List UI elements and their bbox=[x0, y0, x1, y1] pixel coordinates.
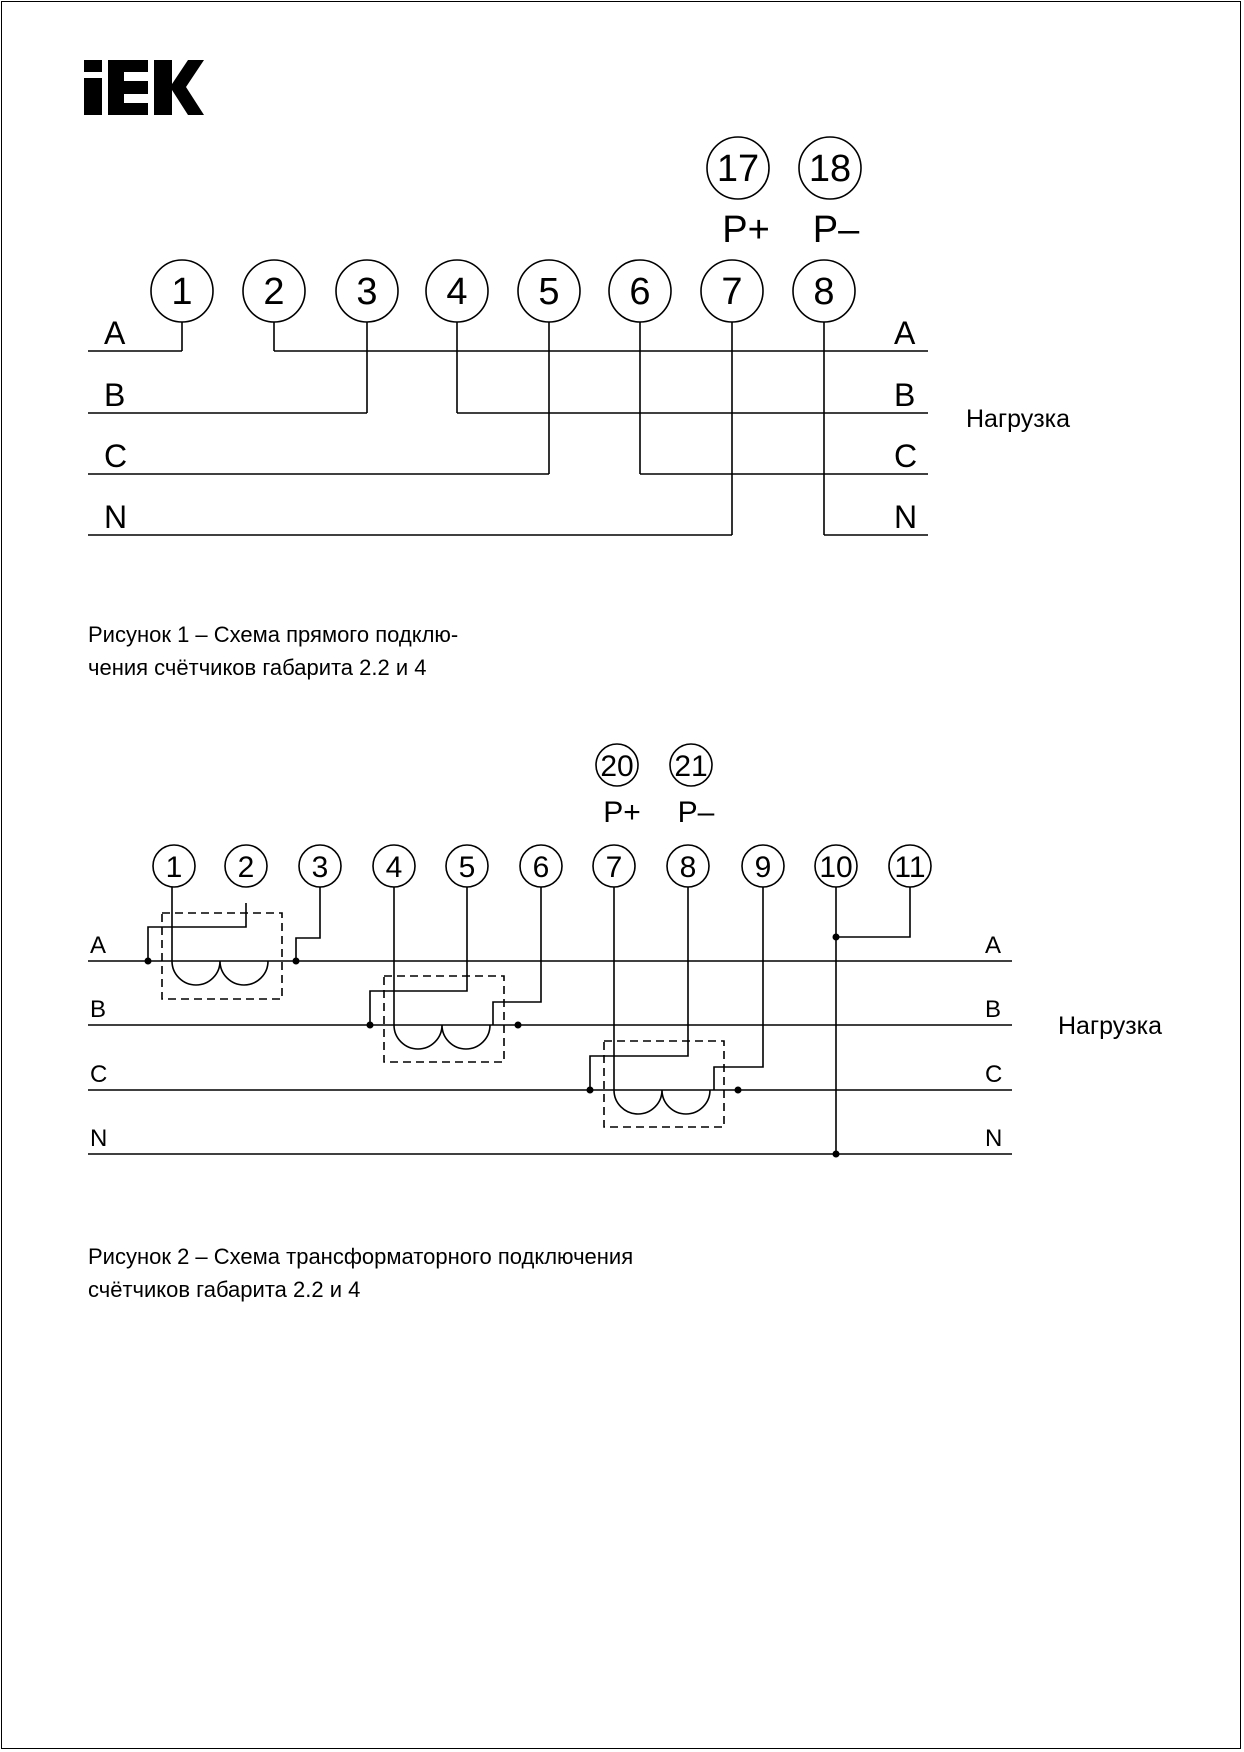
fig2-terminal-label: 5 bbox=[458, 851, 476, 884]
fig2-terminal-label: 9 bbox=[754, 851, 772, 884]
fig2-phase-right: B bbox=[985, 996, 1002, 1023]
fig2-phase-right: N bbox=[985, 1125, 1003, 1152]
fig2-aux-terminal-label: 21 bbox=[674, 750, 708, 783]
figure1-diagram bbox=[88, 316, 928, 535]
figure2-caption-line1: Рисунок 2 – Схема трансформаторного подключения bbox=[88, 1244, 634, 1269]
fig1-aux-terminal-label: 17 bbox=[716, 148, 760, 190]
figure1-caption-line2: чения счётчиков габарита 2.2 и 4 bbox=[88, 655, 427, 680]
fig2-terminal-label: 8 bbox=[679, 851, 697, 884]
fig1-phase-right: A bbox=[894, 315, 916, 351]
fig2-terminal-label: 6 bbox=[532, 851, 550, 884]
fig2-aux-terminal-label: 20 bbox=[600, 750, 634, 783]
fig2-terminal-label: 4 bbox=[385, 851, 403, 884]
fig1-load-label: Нагрузка bbox=[966, 405, 1071, 433]
fig2-phase-left: C bbox=[90, 1061, 108, 1088]
fig1-phase-right: B bbox=[894, 377, 916, 413]
fig2-load-label: Нагрузка bbox=[1058, 1012, 1163, 1040]
iek-logo bbox=[84, 60, 204, 115]
fig2-terminal-label: 1 bbox=[165, 851, 183, 884]
fig2-terminal-label: 7 bbox=[605, 851, 623, 884]
fig2-ct-b-box bbox=[384, 976, 504, 1062]
fig1-phase-left: N bbox=[104, 499, 128, 535]
fig1-phase-right: C bbox=[894, 438, 918, 474]
figure1-caption bbox=[88, 618, 458, 684]
figure2-caption-line2: счётчиков габарита 2.2 и 4 bbox=[88, 1277, 361, 1302]
fig2-terminal-label: 2 bbox=[237, 851, 255, 884]
fig1-terminal-label: 4 bbox=[446, 271, 468, 313]
fig1-terminal-label: 5 bbox=[538, 271, 560, 313]
fig2-ct-b-wire-6 bbox=[493, 886, 541, 1025]
fig1-terminal-label: 3 bbox=[356, 271, 378, 313]
fig1-aux-terminal-label: 18 bbox=[808, 148, 852, 190]
fig2-ct-c-box bbox=[604, 1041, 724, 1127]
fig2-ct-a-box bbox=[162, 913, 282, 999]
figure2-caption bbox=[88, 1240, 633, 1306]
fig2-terminal-label: 11 bbox=[894, 851, 926, 884]
fig2-phase-left: A bbox=[90, 932, 107, 959]
figure2-diagram bbox=[88, 886, 1012, 1154]
fig2-pulse-label-minus: P– bbox=[677, 796, 715, 829]
fig2-junctions bbox=[145, 934, 840, 1158]
fig2-pulse-label-plus: P+ bbox=[603, 796, 641, 829]
fig1-terminal-label: 7 bbox=[721, 271, 743, 313]
fig1-terminal-label: 1 bbox=[171, 271, 193, 313]
fig2-phase-left: N bbox=[90, 1125, 108, 1152]
fig1-phase-left: C bbox=[104, 438, 128, 474]
fig2-terminal-label: 3 bbox=[311, 851, 329, 884]
fig2-terminal-label: 10 bbox=[819, 851, 853, 884]
fig2-wire-11 bbox=[836, 886, 910, 937]
fig1-terminal-label: 6 bbox=[629, 271, 651, 313]
fig1-pulse-label-minus: P– bbox=[812, 209, 860, 251]
fig2-ct-c-wire-9 bbox=[714, 886, 763, 1090]
fig2-phase-left: B bbox=[90, 996, 107, 1023]
fig1-terminal-label: 8 bbox=[813, 271, 835, 313]
fig1-phase-right: N bbox=[894, 499, 918, 535]
fig2-phase-right: A bbox=[985, 932, 1002, 959]
fig2-ct-a-wire-3 bbox=[296, 886, 320, 961]
fig1-pulse-label-plus: P+ bbox=[722, 209, 770, 251]
fig2-phase-right: C bbox=[985, 1061, 1003, 1088]
fig1-terminal-label: 2 bbox=[263, 271, 285, 313]
fig1-phase-left: A bbox=[104, 315, 126, 351]
fig1-phase-left: B bbox=[104, 377, 126, 413]
figure1-caption-line1: Рисунок 1 – Схема прямого подклю- bbox=[88, 622, 459, 647]
